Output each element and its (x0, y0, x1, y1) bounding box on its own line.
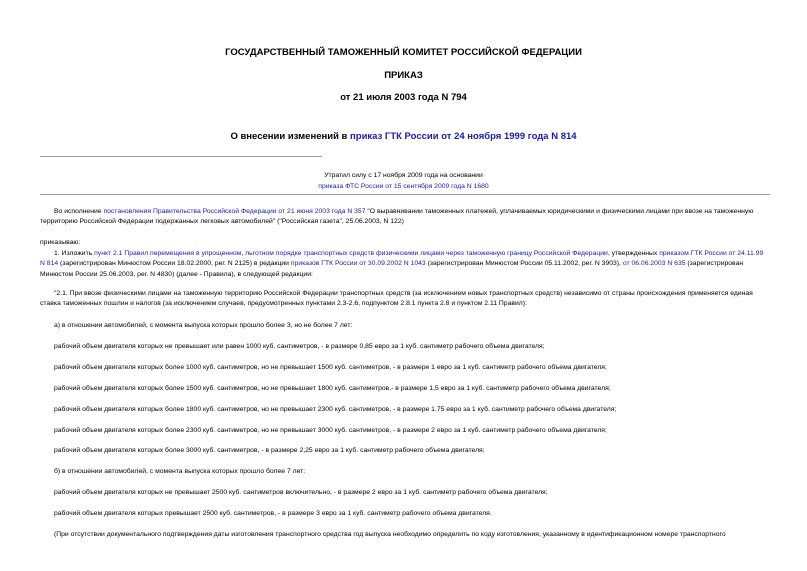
rate-a-line: рабочий объем двигателя которых более 1800 куб. сантиметров, но не превышает 2300 куб. сантиметров, - в размере 1,75 евро за 1 куб. сантиметр рабочего объема двигателя; (54, 406, 617, 413)
order-date: от 21 июля 2003 года N 794 (340, 92, 467, 103)
document-title (0, 131, 807, 142)
committee-heading: ГОСУДАРСТВЕННЫЙ ТАМОЖЕННЫЙ КОМИТЕТ РОССИЙСКОЙ ФЕДЕРАЦИИ (225, 47, 582, 58)
rates-a-heading: а) в отношении автомобилей, с момента выпуска которых прошло более 3, но не более 7 лет: (54, 322, 353, 329)
item1-text-2: , утвержденных (607, 250, 660, 257)
intro-text-1: Во исполнение (54, 208, 104, 215)
intro-link[interactable]: постановления Правительства Российской Федерации от 21 июня 2003 года N 357 (103, 208, 366, 215)
item1-link-order635[interactable]: от 06.06.2003 N 635 (622, 260, 686, 268)
item1-link-order1043[interactable]: приказов ГТК России от 30.09.2002 N 1043 (290, 260, 426, 268)
item1-text-3: (зарегистрирован Минюстом России 18.02.2000, рег. N 2125) в редакции (58, 260, 291, 268)
status-line-1: Утратил силу с 17 ноября 2009 года на основании (324, 172, 483, 179)
rate-a-line: рабочий объем двигателя которых более 3000 куб. сантиметров, - в размере 2,25 евро за 1 куб. сантиметр рабочего объема двигателя; (54, 447, 485, 454)
title-link[interactable]: приказ ГТК России от 24 ноября 1999 года N 814 (350, 131, 577, 142)
item1-link-rules[interactable]: пункт 2.1 Правил перемещения в упрощенном, льготном порядке транспортных средств физическими лицами через таможенную границу Российской Федерации (94, 250, 608, 257)
rate-a-line: рабочий объем двигателя которых более 1000 куб. сантиметров, но не превышает 1500 куб. сантиметров, - в размере 1 евро за 1 куб. сантиметр рабочего объема двигателя; (54, 364, 607, 371)
rate-a-line: рабочий объем двигателя которых более 1500 куб. сантиметров, но не превышает 1800 куб. сантиметров,- в размере 1,5 евро за 1 куб. сантиметр рабочего объема двигателя; (54, 385, 611, 392)
intro-paragraph (40, 207, 770, 228)
item1-link-order814[interactable]: приказом ГТК России от 24.11.99 N 814 (40, 250, 764, 268)
tail-paragraph: (При отсутствии документального подтверждения даты изготовления транспортного средства год выпуска необходимо определить по коду изготовления, указанному в идентификационном номере транспортного (54, 531, 726, 538)
intro-text-2: "О выравнивании таможенных платежей, уплачиваемых юридическими и физическими лицами при ввозе на таможенную территорию Российской Федерации подержанных легковых автомобилей" ("Российская газета", 25.06.2003, N 122) (40, 208, 754, 226)
divider-short (40, 156, 322, 157)
item1-text-4: (зарегистрирован Минюстом России 05.11.2002, рег. N 3903), (425, 260, 623, 268)
title-prefix: О внесении изменений в (230, 131, 351, 142)
rate-a-line: рабочий объем двигателя которых более 2300 куб. сантиметров, но не превышает 3000 куб. сантиметров, - в размере 2 евро за 1 куб. сантиметр рабочего объема двигателя; (54, 427, 607, 434)
rate-b-line: рабочий объем двигателя которых не превышает 2500 куб. сантиметров включительно, - в размере 2 евро за 1 куб. сантиметр рабочего объема двигателя; (54, 489, 548, 496)
item1-text-5: (зарегистрирован Минюстом России 25.06.2003, рег. N 4830) (далее - Правила), в следующей редакции: (40, 260, 744, 278)
item1-text-1: 1. Изложить (54, 250, 95, 257)
paragraph-2-1: "2.1. При ввозе физическими лицами на таможенную территорию Российской Федерации транспортных средств (за исключением новых транспортных средств) независимо от страны происхождения применяется единая ставка таможенных пошлин и налогов (за исключением случаев, предусмотренных пунктами 2.3-2.6, подпунктом 2.8.1 пункта 2.8 и пунктом 2.11 Правил): (40, 290, 753, 308)
rate-b-line: рабочий объем двигателя которых превышает 2500 куб. сантиметров, - в размере 3 евро за 1 куб. сантиметр рабочего объема двигателя. (54, 510, 492, 517)
item-1-paragraph (40, 249, 770, 280)
rate-a-line: рабочий объем двигателя которых не превышает или равен 1000 куб. сантиметров, - в размере 0,85 евро за 1 куб. сантиметр рабочего объема двигателя; (54, 343, 545, 350)
status-link[interactable]: приказа ФТС России от 15 сентября 2009 года N 1680 (318, 183, 489, 190)
divider-long (40, 194, 770, 195)
status-line-2 (0, 181, 807, 192)
prikazyvayu: приказываю: (40, 239, 81, 246)
rates-b-heading: б) в отношении автомобилей, с момента выпуска которых прошло более 7 лет: (54, 468, 306, 475)
order-heading: ПРИКАЗ (384, 70, 423, 81)
